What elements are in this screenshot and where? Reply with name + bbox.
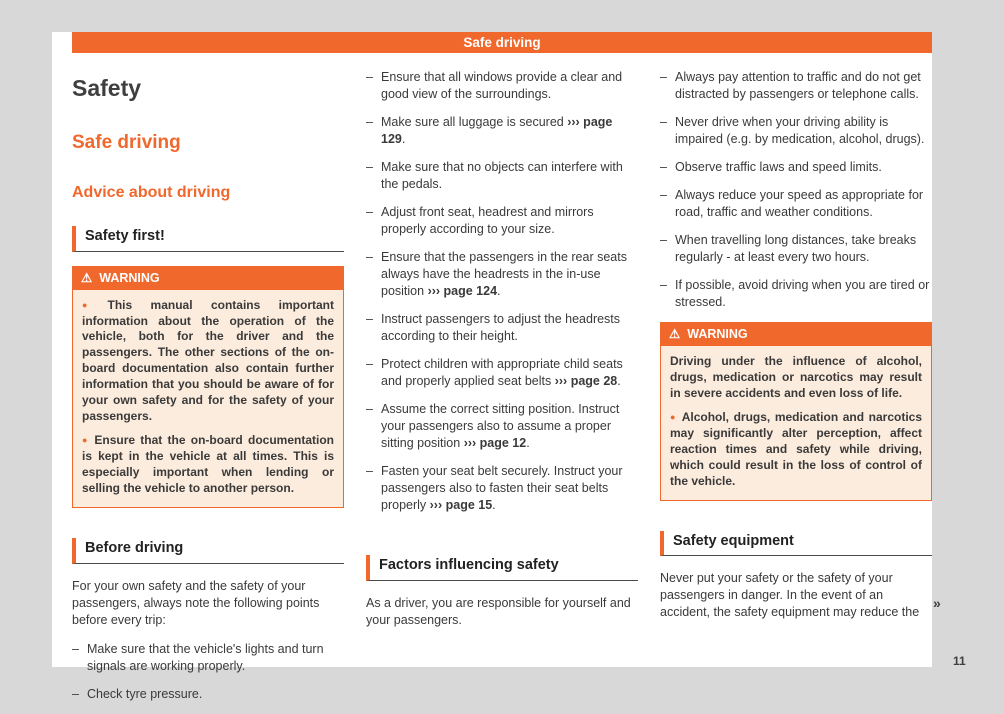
item-text: . — [492, 498, 496, 512]
list-item — [660, 114, 932, 148]
list-item — [366, 401, 638, 452]
heading-factors: Factors influencing safety — [366, 555, 638, 581]
item-text: . — [617, 374, 621, 388]
list-item — [660, 277, 932, 311]
list-item — [660, 159, 932, 176]
page-number: 11 — [953, 654, 966, 668]
item-text: . — [526, 436, 530, 450]
page-content — [52, 53, 932, 714]
list-item — [366, 204, 638, 238]
item-text: Protect children with appropriate child seats and properly applied seat belts — [381, 357, 623, 388]
column-3 — [660, 69, 932, 714]
page-title: Safety — [72, 75, 142, 101]
list-item — [72, 641, 344, 675]
warning-box-1 — [72, 266, 344, 508]
warning-box-header — [73, 267, 343, 290]
item-text: If possible, avoid driving when you are tired or stressed. — [675, 278, 930, 309]
section-heading-advice: Advice about driving — [72, 184, 231, 202]
warning-icon: ⚠ — [81, 270, 93, 285]
list-item — [366, 114, 638, 148]
list-item — [660, 69, 932, 103]
page-ref[interactable]: ››› page 15 — [429, 498, 493, 512]
item-text: Make sure all luggage is secured — [381, 115, 568, 129]
chapter-heading: Safe driving — [72, 132, 181, 154]
heading-safety-first: Safety first! — [72, 226, 344, 252]
item-text: Make sure that the vehicle's lights and turn signals are working properly. — [87, 641, 324, 673]
list-item — [660, 232, 932, 266]
item-text: Ensure that the passengers in the rear seats always have the headrests in the in-use position — [381, 250, 627, 298]
item-text: Always reduce your speed as appropriate for road, traffic and weather conditions. — [675, 188, 924, 219]
warning-paragraph: ● Alcohol, drugs, medication and narcotics may significantly alter perception, affect reaction times and safety while driving, which could result in the loss of control of the vehicle. — [670, 410, 922, 490]
item-text: Assume the correct sitting position. Instruct your passengers also to assume a proper sitting position — [381, 402, 620, 450]
safety-equipment-text: Never put your safety or the safety of your passengers in danger. In the event of an accident, the safety equipment may reduce the — [660, 571, 920, 620]
warning-box-body — [661, 346, 931, 500]
list-item — [366, 311, 638, 345]
item-text: Observe traffic laws and speed limits. — [675, 160, 882, 174]
item-text: Check tyre pressure. — [87, 686, 203, 701]
driving-rules-list — [660, 69, 932, 311]
chapter-header-bar — [72, 32, 932, 53]
heading-before-driving: Before driving — [72, 538, 344, 564]
warning-paragraph: Driving under the influence of alcohol, drugs, medication or narcotics may result in severe accidents and even loss of life. — [670, 354, 922, 400]
list-item — [366, 249, 638, 300]
warning-box-body — [73, 290, 343, 507]
chapter-title: Safe driving — [463, 35, 541, 50]
warning-label: WARNING — [99, 270, 160, 285]
factors-text: As a driver, you are responsible for yourself and your passengers. — [366, 595, 631, 627]
warning-icon: ⚠ — [669, 327, 681, 341]
item-text: Always pay attention to traffic and do not get distracted by passengers or telephone calls. — [675, 70, 921, 101]
manual-page — [52, 32, 941, 701]
before-driving-list — [72, 641, 344, 703]
item-text: Adjust front seat, headrest and mirrors properly according to your size. — [381, 205, 594, 236]
column-1 — [72, 69, 344, 714]
list-item — [366, 463, 638, 514]
list-item — [72, 686, 344, 703]
list-item — [366, 69, 638, 103]
column-2 — [366, 69, 638, 714]
page-ref[interactable]: ››› page 28 — [554, 374, 618, 388]
item-text: Never drive when your driving ability is impaired (e.g. by medication, alcohol, drugs). — [675, 115, 925, 146]
page-ref[interactable]: ››› page 12 — [463, 436, 527, 450]
list-item — [366, 356, 638, 390]
warning-label: WARNING — [687, 327, 748, 341]
page-ref[interactable]: ››› page 124 — [427, 284, 498, 298]
item-text: Ensure that all windows provide a clear and good view of the surroundings. — [381, 70, 623, 101]
before-driving-intro: For your own safety and the safety of your passengers, always note the following points before every trip: — [72, 578, 320, 627]
heading-safety-equipment: Safety equipment — [660, 531, 932, 557]
item-text: Fasten your seat belt securely. Instruct your passengers also to fasten their seat belts properly — [381, 464, 623, 512]
warning-box-header — [661, 323, 931, 346]
warning-box-2 — [660, 322, 932, 501]
continuation-mark: » — [933, 595, 941, 611]
item-text: . — [497, 284, 501, 298]
list-item — [366, 159, 638, 193]
item-text: Instruct passengers to adjust the headrests according to their height. — [381, 312, 621, 343]
list-item — [660, 187, 932, 221]
warning-paragraph: ● Ensure that the on-board documentation is kept in the vehicle at all times. This is especially important when lending or selling the vehicle to another person. — [82, 433, 334, 497]
item-text: Make sure that no objects can interfere with the pedals. — [381, 160, 623, 191]
warning-paragraph: ● This manual contains important information about the operation of the vehicle, both for the driver and the passengers. The other sections of the on-board documentation also contain further information that you should be aware of for your own safety and for the safety of your passengers. — [82, 298, 334, 426]
checklist — [366, 69, 638, 514]
item-text: When travelling long distances, take breaks regularly - at least every two hours. — [675, 233, 917, 264]
page-ref[interactable]: ››› page 129 — [381, 115, 613, 146]
item-text: . — [401, 132, 406, 146]
